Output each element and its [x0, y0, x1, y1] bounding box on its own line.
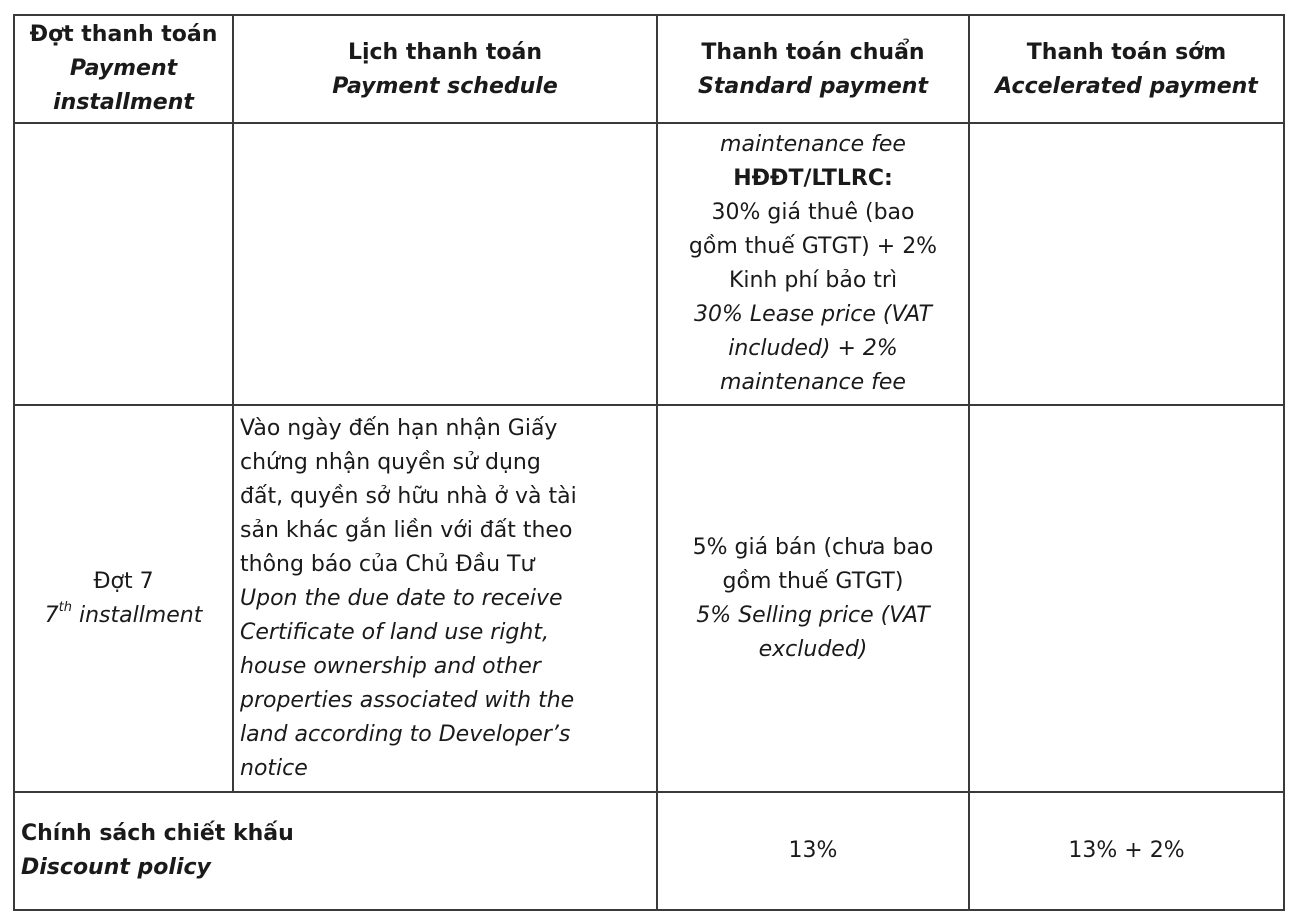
header-schedule [233, 15, 657, 123]
header-schedule-en: Payment schedule [332, 74, 558, 99]
header-accelerated [969, 15, 1284, 123]
cell-standard-7 [657, 405, 969, 792]
standard-vi-2: gồm thuế GTGT) + 2% [688, 234, 938, 259]
cell-installment-7 [14, 405, 233, 792]
schedule-vi-line: chứng nhận quyền sử dụng [240, 449, 541, 475]
schedule-vi-line: đất, quyền sở hữu nhà ở và tài [240, 483, 577, 509]
standard-7-vi-line: 5% giá bán (chưa bao [692, 534, 934, 560]
standard-en-3: maintenance fee [720, 370, 906, 395]
schedule-vi-line: thông báo của Chủ Đầu Tư [240, 551, 535, 577]
installment-7-vi: Đợt 7 [93, 568, 154, 594]
table-header-row [14, 15, 1284, 123]
standard-line-top-en: maintenance fee [720, 132, 906, 157]
header-accelerated-vi: Thanh toán sớm [1026, 40, 1227, 65]
cell-schedule-empty [233, 123, 657, 405]
header-standard [657, 15, 969, 123]
table-row-seventh-installment [14, 405, 1284, 792]
header-accelerated-en: Accelerated payment [995, 74, 1258, 99]
cell-accelerated-empty [969, 123, 1284, 405]
standard-vi-1: 30% giá thuê (bao [711, 200, 915, 225]
cell-discount-standard: 13% [657, 792, 969, 910]
standard-en-1: 30% Lease price (VAT [694, 302, 932, 327]
installment-7-en: 7th installment [44, 600, 203, 628]
schedule-en-line: house ownership and other [240, 653, 541, 679]
discount-label-vi: Chính sách chiết khấu [21, 821, 294, 846]
cell-schedule-7 [233, 405, 657, 792]
header-standard-vi: Thanh toán chuẩn [701, 40, 925, 65]
cell-standard-continued [657, 123, 969, 405]
schedule-vi-line: Vào ngày đến hạn nhận Giấy [240, 415, 558, 441]
discount-label-en: Discount policy [21, 855, 211, 880]
cell-discount-accelerated: 13% + 2% [969, 792, 1284, 910]
schedule-en-line: Certificate of land use right, [240, 619, 549, 645]
cell-accelerated-7-empty [969, 405, 1284, 792]
schedule-vi-line: sản khác gắn liền với đất theo [240, 517, 573, 543]
standard-7-en-line: 5% Selling price (VAT [696, 602, 930, 628]
header-installment [14, 15, 233, 123]
schedule-en-line: land according to Developer’s [240, 721, 571, 747]
header-installment-en: Payment installment [53, 56, 194, 115]
cell-installment-empty [14, 123, 233, 405]
standard-vi-3: Kinh phí bảo trì [728, 268, 898, 293]
standard-code: HĐĐT/LTLRC: [733, 166, 893, 191]
schedule-en-line: Upon the due date to receive [240, 585, 563, 611]
cell-discount-label [14, 792, 657, 910]
payment-schedule-table [13, 14, 1285, 911]
schedule-en-line: notice [240, 755, 308, 781]
standard-7-en-line: excluded) [758, 636, 868, 662]
table-row-continued [14, 123, 1284, 405]
schedule-en-line: properties associated with the [240, 687, 575, 713]
header-installment-vi: Đợt thanh toán [29, 22, 218, 47]
table-row-discount [14, 792, 1284, 910]
header-schedule-vi: Lịch thanh toán [347, 40, 543, 65]
standard-en-2: included) + 2% [728, 336, 898, 361]
standard-7-vi-line: gồm thuế GTGT) [722, 568, 904, 594]
header-standard-en: Standard payment [697, 74, 928, 99]
